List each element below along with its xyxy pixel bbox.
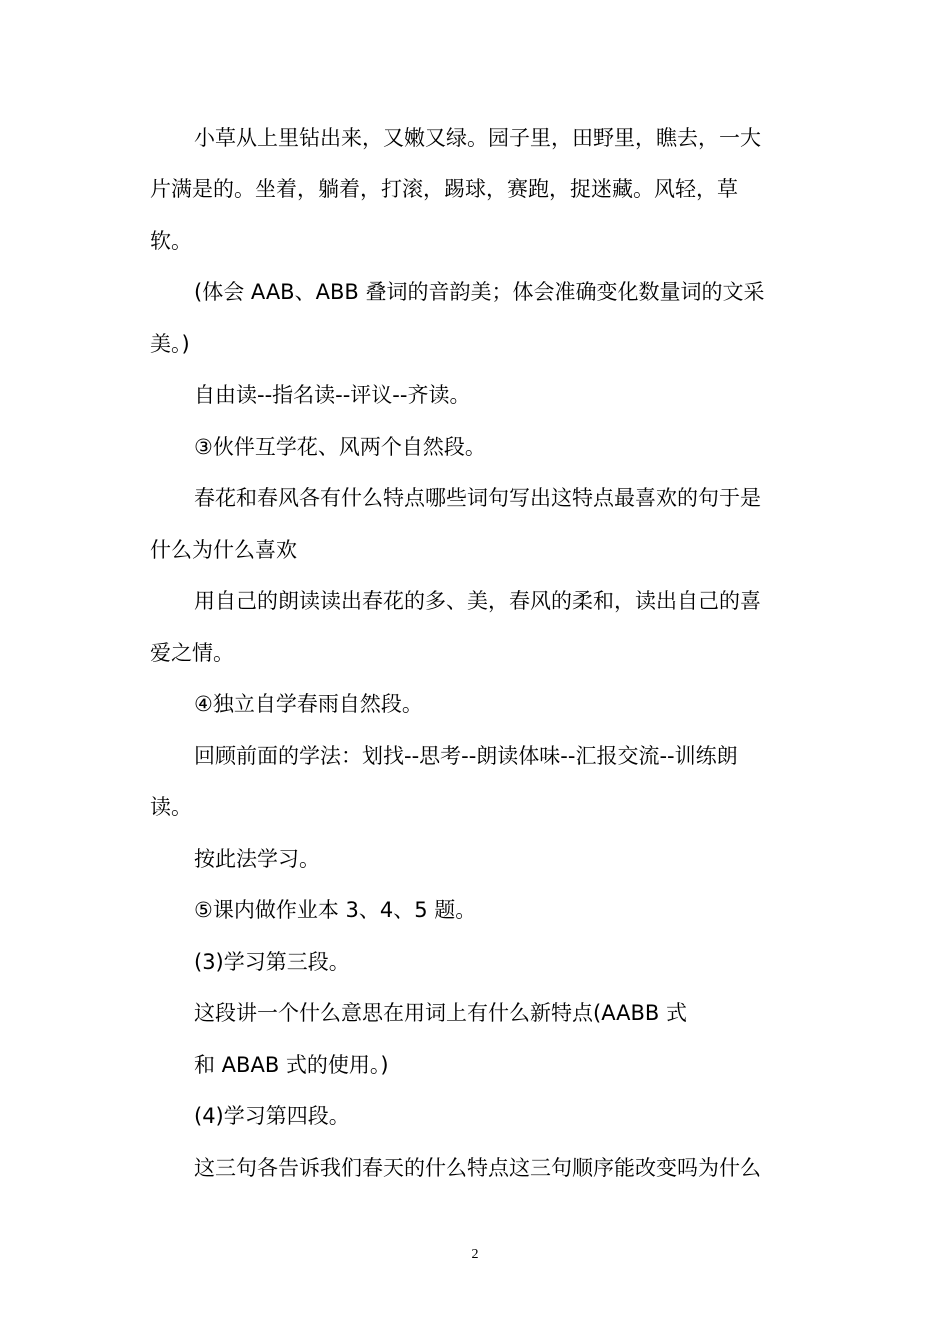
paragraph-line: (4)学习第四段。 [194, 1104, 350, 1128]
paragraph-line: 按此法学习。 [194, 847, 320, 871]
paragraph-line: 这三句各告诉我们春天的什么特点这三句顺序能改变吗为什么 [194, 1156, 761, 1180]
paragraph-line: 用自己的朗读读出春花的多、美，春风的柔和，读出自己的喜 [194, 589, 761, 613]
paragraph-line: 软。 [150, 229, 192, 253]
paragraph-line: 什么为什么喜欢 [150, 538, 297, 562]
paragraph-line: 春花和春风各有什么特点哪些词句写出这特点最喜欢的句于是 [194, 486, 761, 510]
paragraph-line: 读。 [150, 795, 192, 819]
paragraph-line: 美。) [150, 332, 190, 356]
paragraph-line: (3)学习第三段。 [194, 950, 350, 974]
paragraph-line: 片满是的。坐着，躺着，打滚，踢球，赛跑，捉迷藏。风轻，草 [150, 177, 738, 201]
paragraph-line: 小草从上里钻出来，又嫩又绿。园子里，田野里，瞧去，一大 [194, 126, 761, 150]
paragraph-line: 和 ABAB 式的使用。) [194, 1053, 389, 1077]
paragraph-line: ⑤课内做作业本 3、4、5 题。 [194, 898, 477, 922]
paragraph-line: ④独立自学春雨自然段。 [194, 692, 423, 716]
paragraph-line: ③伙伴互学花、风两个自然段。 [194, 435, 486, 459]
paragraph-line: 爱之情。 [150, 641, 234, 665]
paragraph-line: (体会 AAB、ABB 叠词的音韵美；体会准确变化数量词的文采 [194, 280, 765, 304]
paragraph-line: 自由读--指名读--评议--齐读。 [194, 383, 471, 407]
paragraph-line: 回顾前面的学法：划找--思考--朗读体味--汇报交流--训练朗 [194, 744, 738, 768]
page-number: 2 [471, 1247, 479, 1262]
paragraph-line: 这段讲一个什么意思在用词上有什么新特点(AABB 式 [194, 1001, 687, 1025]
